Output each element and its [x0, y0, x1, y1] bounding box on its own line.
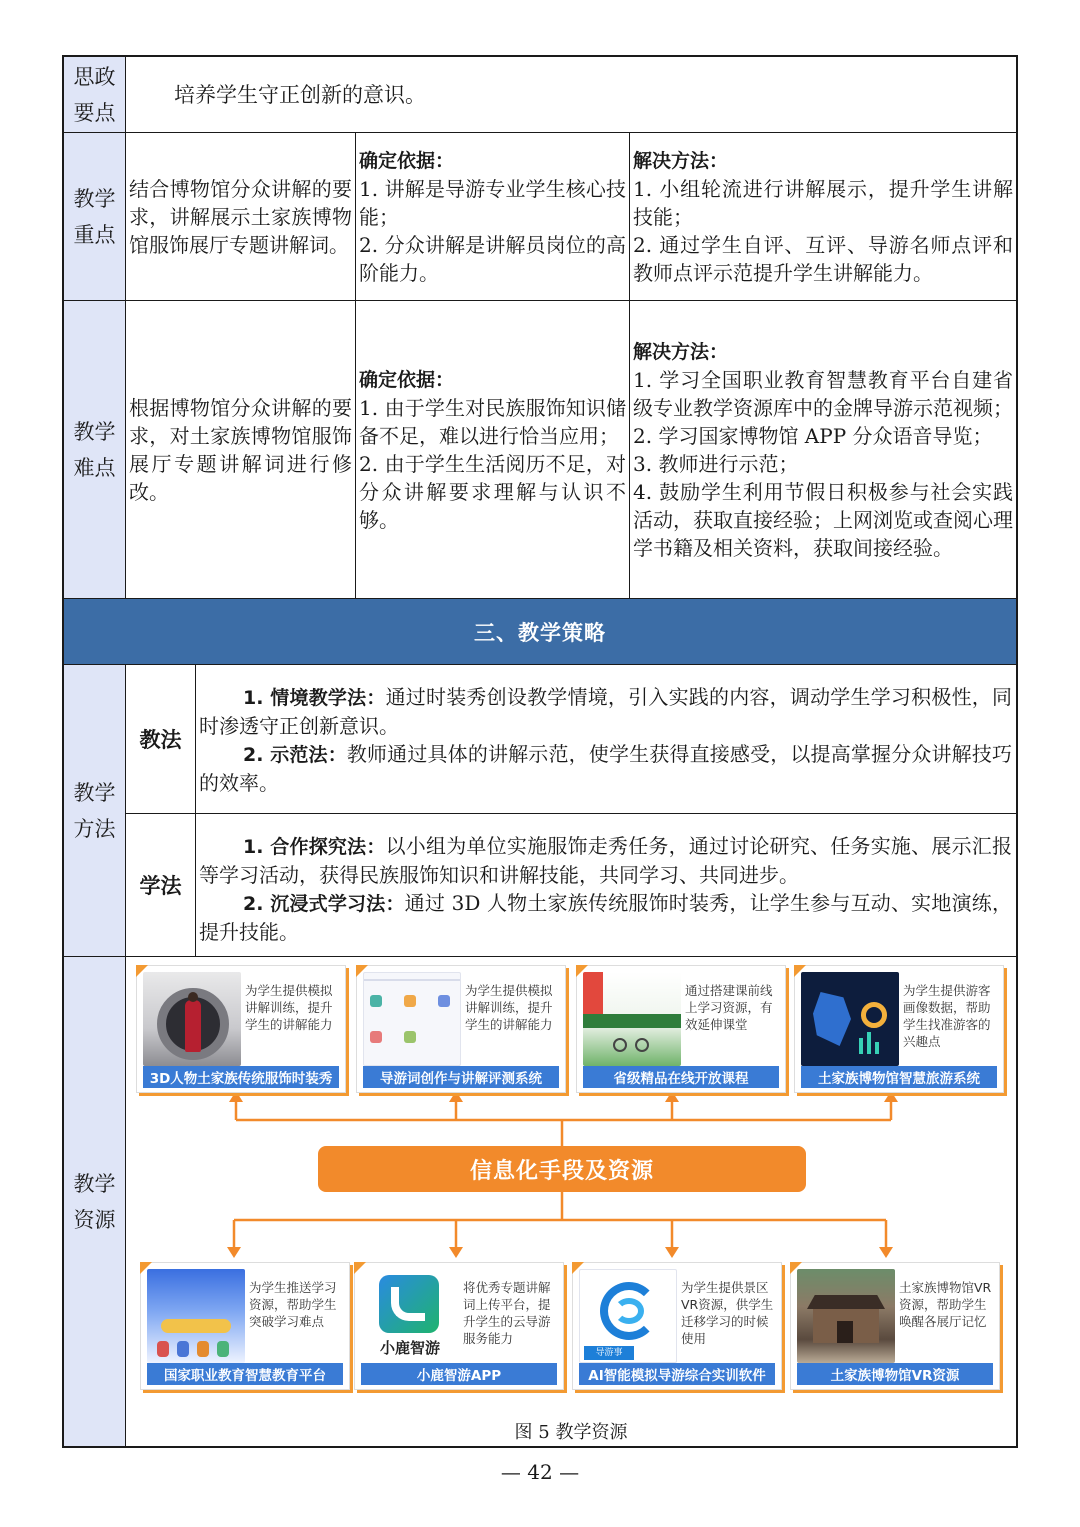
- xuefa-row: [126, 814, 1016, 956]
- nandian-content: 根据博物馆分众讲解的要求，对土家族博物馆服饰展厅专题讲解词进行修改。: [126, 301, 356, 598]
- label-zhongdian: 教学 重点: [64, 133, 126, 300]
- data-dashboard-icon: [801, 972, 899, 1066]
- methods-body: [126, 665, 1016, 956]
- row-nandian: [64, 301, 1016, 599]
- xuefa-label: 学法: [126, 814, 196, 956]
- building-photo-icon: [797, 1269, 895, 1363]
- zhongdian-solution: 解决方法： 1. 小组轮流进行讲解展示，提升学生讲解技能； 2. 通过学生自评、互评、导游名师点评和教师点评示范提升学生讲解能力。: [633, 150, 1013, 285]
- zhongdian-content: 结合博物馆分众讲解的要求，讲解展示土家族博物馆服饰展厅专题讲解词。: [126, 133, 356, 300]
- museum-scene-icon: [143, 972, 241, 1066]
- sizheng-text: 培养学生守正创新的意识。: [174, 82, 426, 107]
- label-nandian: 教学 难点: [64, 301, 126, 598]
- resource-card-top-1: 为学生提供模拟讲解训练，提升学生的讲解能力 3D人物土家族传统服饰时装秀: [136, 965, 346, 1093]
- label-resources: 教学 资源: [64, 957, 126, 1446]
- resource-card-top-2: 为学生提供模拟讲解训练，提升学生的讲解能力 导游词创作与讲解评测系统: [356, 965, 566, 1093]
- jiaofa-item: 1. 情境教学法：通过时装秀创设教学情境，引入实践的内容，调动学生学习积极性，同时渗透守正创新意识。: [199, 685, 1012, 738]
- resource-card-bottom-4: 土家族博物馆VR资源，帮助学生唤醒各展厅记忆 土家族博物馆VR资源: [790, 1262, 1000, 1390]
- course-banner-icon: [583, 972, 681, 1066]
- jiaofa-item: 2. 示范法：教师通过具体的讲解示范，使学生获得直接感受，以提高掌握分众讲解技巧的效率。: [199, 742, 1012, 795]
- resource-card-bottom-3: 导游事 为学生提供景区VR资源，供学生迁移学习的时候使用 AI智能模拟导游综合实训软件: [572, 1262, 782, 1390]
- resource-card-top-4: 为学生提供游客画像数据，帮助学生找准游客的兴趣点 土家族博物馆智慧旅游系统: [794, 965, 1004, 1093]
- resource-card-bottom-2: 小鹿智游 将优秀专题讲解词上传平台，提升学生的云导游服务能力 小鹿智游APP: [354, 1262, 564, 1390]
- app-screen-icon: [363, 972, 461, 1066]
- label-sizheng: 思政 要点: [64, 57, 126, 132]
- resource-card-bottom-1: 为学生推送学习资源，帮助学生突破学习难点 国家职业教育智慧教育平台: [140, 1262, 350, 1390]
- row-sizheng: [64, 57, 1016, 133]
- xuefa-text: [196, 814, 1016, 956]
- xuefa-item: 1. 合作探究法：以小组为单位实施服饰走秀任务，通过讨论研究、任务实施、展示汇报等学习活动，获得民族服饰知识和讲解技能，共同学习、共同进步。: [199, 834, 1012, 887]
- page-number: — 42 —: [500, 1460, 580, 1484]
- hub-box: 信息化手段及资源: [318, 1146, 806, 1192]
- zhongdian-basis: 确定依据： 1. 讲解是导游专业学生核心技能； 2. 分众讲解是讲解员岗位的高阶能力。: [356, 133, 630, 300]
- figure-caption: 图 5 教学资源: [514, 1422, 628, 1443]
- resources-figure: [126, 957, 1016, 1446]
- section-banner: 三、教学策略: [64, 599, 1016, 665]
- deer-logo-icon: 小鹿智游: [361, 1269, 459, 1363]
- row-zhongdian: [64, 133, 1016, 301]
- jiaofa-row: [126, 665, 1016, 814]
- nandian-solution: 解决方法： 1. 学习全国职业教育智慧教育平台自建省级专业教学资源库中的金牌导游示范视频； 2. 学习国家博物馆 APP 分众语音导览； 3. 教师进行示范； 4. 鼓励学生利用节假日积极参与社会实践活动，获取直接经验；上网浏览或查阅心理学书籍及相关资料，获取间接经验。: [633, 341, 1013, 560]
- nandian-basis: 确定依据： 1. 由于学生对民族服饰知识储备不足，难以进行恰当应用； 2. 由于学生生活阅历不足，对分众讲解要求理解与认识不够。: [356, 301, 630, 598]
- xuefa-item: 2. 沉浸式学习法：通过 3D 人物土家族传统服饰时装秀，让学生参与互动、实地演练，提升技能。: [199, 891, 1012, 944]
- platform-page-icon: [147, 1269, 245, 1363]
- row-resources: [64, 957, 1016, 1446]
- lesson-plan-table: [62, 55, 1018, 1448]
- label-methods: 教学 方法: [64, 665, 126, 956]
- row-methods: [64, 665, 1016, 957]
- jiaofa-label: 教法: [126, 665, 196, 813]
- jiaofa-text: [196, 665, 1016, 813]
- swirl-logo-icon: 导游事: [579, 1269, 677, 1363]
- resource-card-top-3: 通过搭建课前线上学习资源，有效延伸课堂 省级精品在线开放课程: [576, 965, 786, 1093]
